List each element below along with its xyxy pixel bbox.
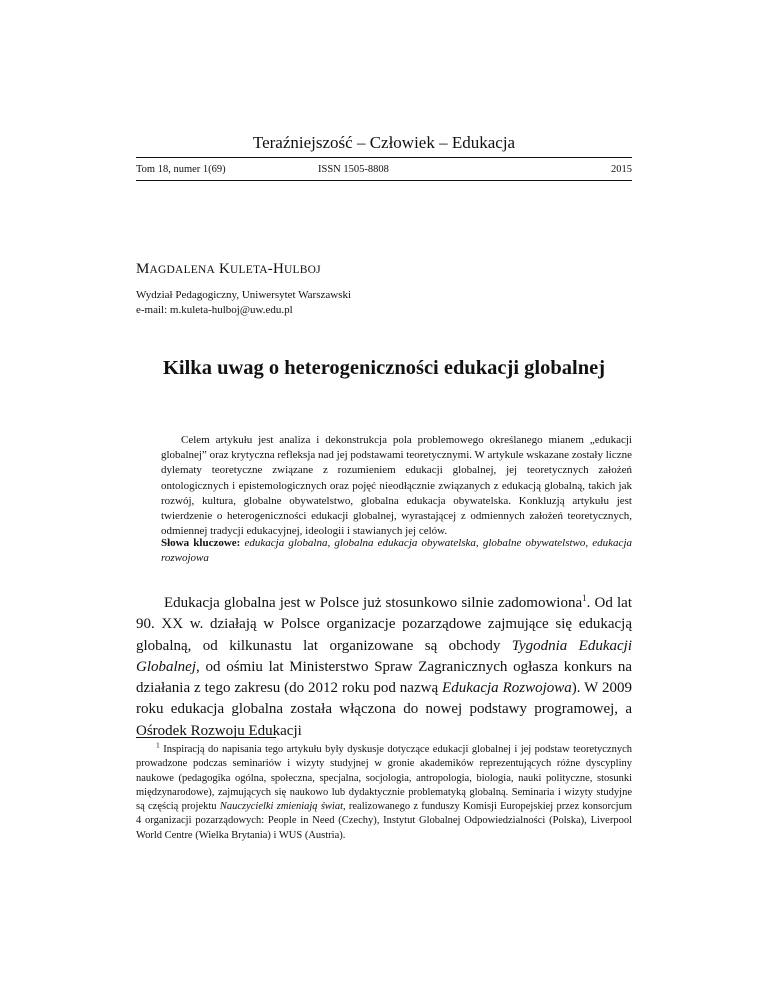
author-last-rest: ULETA (230, 264, 268, 276)
author-initial: K (218, 261, 231, 277)
article-title: Kilka uwag o heterogeniczności edukacji globalnej (162, 357, 606, 379)
body-italic: Tygodnia Edukacji Globalnej (136, 637, 632, 675)
abstract: Celem artykułu jest analiza i dekonstrukcja pola problemowego określanego mianem „edukacji globalnej” oraz krytyczna refleksja nad jej podstawami teoretycznymi. W artykule wskazane zostały liczne dylematy teoretyczne związane z rozumieniem edukacji globalnej, jej teoretycznych założeń ontologicznych i epistemologicznych oraz pojęć nieodłącznie związanych z edukacją globalną, takich jak rozwój, kultura, globalne obywatelstwo, globalna edukacja obywatelska. Konkluzją artykułu jest twierdzenie o heterogeniczności edukacji globalnej, wyrastającej z odmiennych założeń teoretycznych, odmiennej tradycji edukacyjnej, ideologii i stawianych jej celów. (161, 434, 632, 538)
keywords-list: edukacja globalna, globalna edukacja obywatelska, globalne obywatelstwo, edukacja rozwojowa (161, 537, 632, 564)
body-text-segment: Edukacja globalna jest w Polsce już stosunkowo silnie zadomowiona (164, 595, 583, 611)
author-affiliation (136, 288, 351, 318)
body-text-segment: . Od lat 90. XX w. działają w Polsce organizacje pozarządowe zajmujące się edukacją globalną, od kilkunastu lat organizowane są obchody (136, 595, 633, 654)
body-text-segment: ). W 2009 roku edukacja globalna została włączona do nowej podstawy programowej, a Ośrodek Rozwoju Edukacji (136, 680, 632, 739)
institution: Wydział Pedagogiczny, Uniwersytet Warszawski (136, 289, 352, 301)
author-first-rest: AGDALENA (149, 264, 216, 276)
footnote-italic: Nauczycielki zmieniają świat (219, 801, 343, 813)
publication-year: 2015 (611, 164, 632, 175)
author-name (136, 261, 321, 278)
body-paragraph (136, 593, 632, 742)
body-italic: Edukacja Rozwojowa (442, 680, 572, 697)
issn: ISSN 1505-8808 (318, 164, 389, 175)
author-separator: - (267, 261, 273, 277)
journal-title: Teraźniejszość – Człowiek – Edukacja (252, 133, 516, 152)
footnote (136, 740, 633, 843)
author-email: e-mail: m.kuleta-hulboj@uw.edu.pl (136, 304, 293, 316)
body-text-segment: , od ośmiu lat Ministerstwo Spraw Zagranicznych ogłasza konkurs na działania z tego zakresu (do 2012 roku pod nazwą (136, 658, 632, 697)
header-rule-top (136, 157, 632, 158)
keywords-label: Słowa kluczowe: (161, 537, 241, 549)
footnote-text: Inspiracją do napisania tego artykułu były dyskusje dotyczące edukacji globalnej i jej podstaw teoretycznych prowadzone podczas seminariów i wizyty studyjnej w gronie akademików reprezentujących różne dyscypliny naukowe (pedagogika ogólna, społeczna, specjalna, socjologia, antropologia, biologia, nauki polityczne, stosunki międzynarodowe), zajmujących się naukowo lub dydaktycznie problematyką globalną. Seminaria i wizyty studyjne są częścią projektu (136, 744, 632, 813)
footnote-rule (136, 737, 276, 738)
author-initial: H (273, 261, 285, 277)
author-initial: M (136, 261, 150, 277)
keywords (161, 536, 632, 566)
footnote-text: , realizowanego z funduszy Komisji Europejskiej przez konsorcjum 4 organizacji pozarządowych: People in Need (Czechy), Instytut Globalnej Odpowiedzialności (Polska), Liverpool World Centre (Wielka Brytania) i WUS (Austria). (136, 801, 633, 841)
header-rule-bottom (136, 180, 632, 181)
footnote-ref[interactable]: 1 (582, 593, 587, 603)
author-last-rest: ULBOJ (284, 264, 321, 276)
volume-number: Tom 18, numer 1(69) (136, 164, 226, 175)
footnote-number: 1 (156, 740, 160, 750)
